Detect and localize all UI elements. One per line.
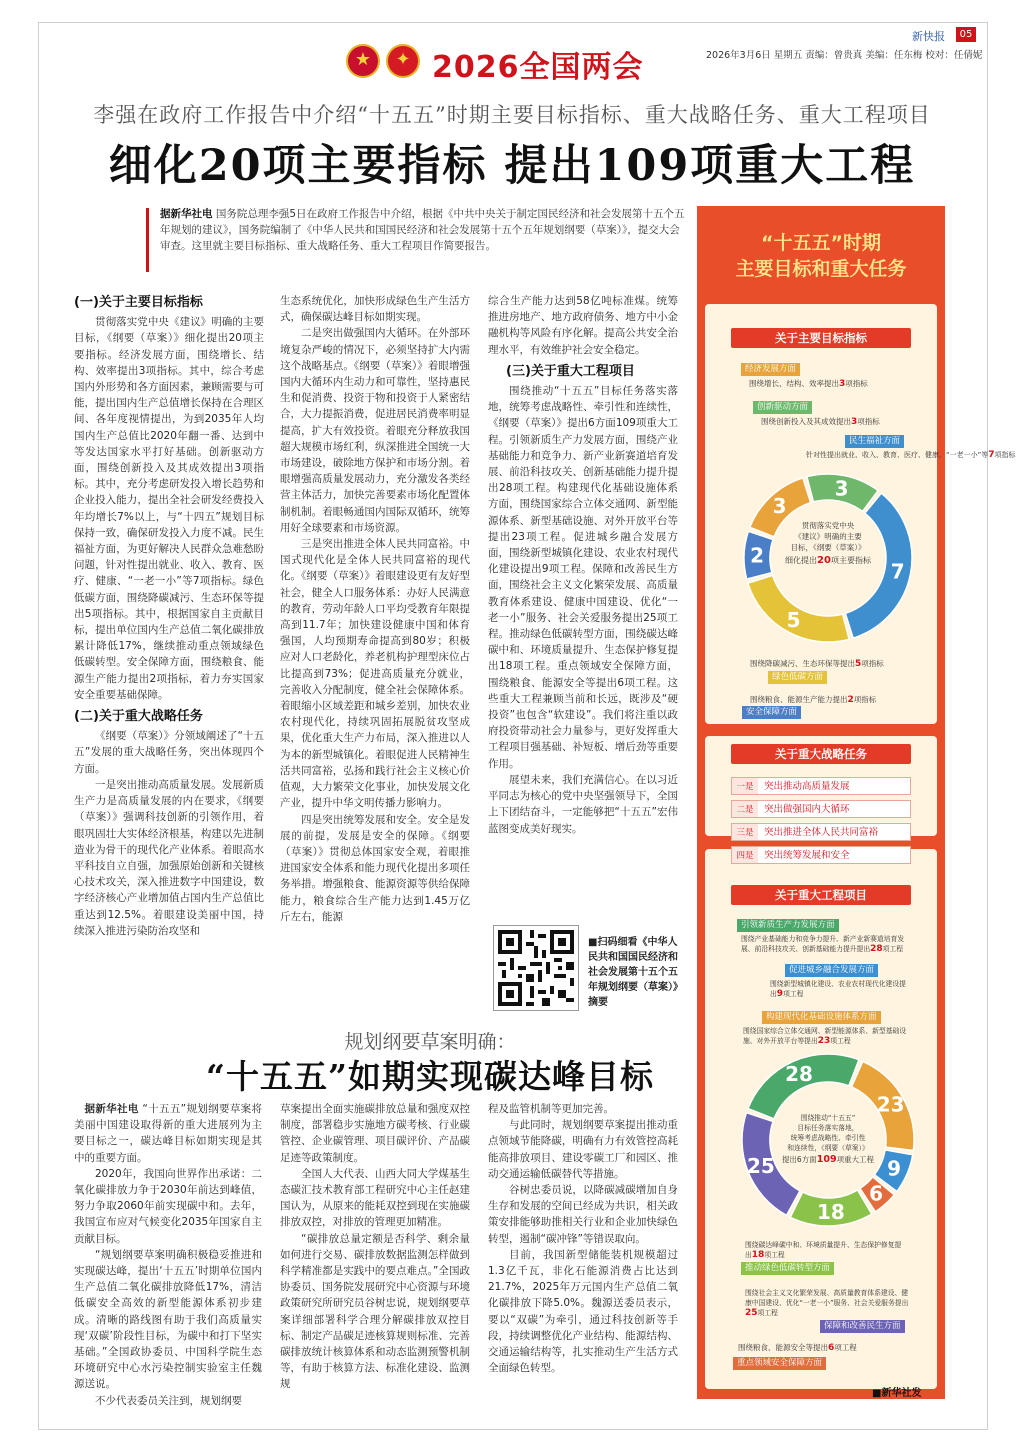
task-label: 突出推动高质量发展 [764, 781, 850, 792]
indicator-group-count: 3 [839, 379, 846, 389]
paragraph: 三是突出推进全体人民共同富裕。中国式现代化是全体人民共同富裕的现代化。《纲要（草案）》着眼建设更有友好型社会，健全人口服务体系：办好人民满意的教育，劳动年龄人口平均受教育年限提高到11.7年；加快建设健康中国和体育强国，人均预期寿命提高到80岁；积极应对人口老龄化，养老机构护理型床位占比提高到73%；促进高质量充分就业，完善收入分配制度，健全社会保障体系。着眼缩小区域差距和城乡差别，加快农业农村现代化，持续巩固拓展脱贫攻坚成果，优化重大生产力布局，深入推进以人为本的新型城镇化。着眼促进人民精神生活共同富裕，弘扬和践行社会主义核心价值观，大力繁荣文化事业，加快发展文化产业，提升中华文明传播力影响力。 [280, 538, 470, 810]
donut-center-text: 《建议》明确的主要 [794, 532, 862, 541]
project-group-text [743, 1026, 911, 1046]
project-group-desc: 围绕碳达峰碳中和、环境质量提升、生态保护修复提出 [745, 1241, 902, 1259]
section3-title: (三)关于重大工程项目 [506, 363, 635, 379]
donut-center-text: 目标任务落实落地， [797, 1124, 859, 1132]
indicator-group-tag: 创新驱动方面 [753, 401, 812, 414]
donut-segment-label: 2 [750, 543, 765, 568]
donut-segment-label: 3 [834, 476, 849, 501]
paragraph: 草案提出全面实施碳排放总量和强度双控制度，部署稳步实施地方碳考核、行业碳管控、企业碳管理、项目碳评价、产品碳足迹等政策制度。 [280, 1103, 470, 1164]
lead-text: 国务院总理李强5日在政府工作报告中介绍，根据《中共中央关于制定国民经济和社会发展第十五个五年规划的建议》，国务院编制了《中华人民共和国国民经济和社会发展第十五个五年规划纲要（草案）》，提交大会审查。这里就主要目标指标、重大战略任务、重大工程项目作简要报告。 [160, 208, 685, 252]
task-item [731, 846, 911, 864]
page-number: 05 [956, 27, 976, 42]
article2-column-2 [280, 1101, 470, 1393]
project-group-tag: 保障和改善民生方面 [820, 1320, 905, 1333]
paragraph: 《纲要（草案）》分领域阐述了“十五五”发展的重大战略任务，突出体现四个方面。 [74, 730, 264, 775]
lead-source: 据新华社电 [160, 208, 213, 220]
indicator-group-text [750, 694, 876, 706]
indicator-group-count: 3 [851, 417, 858, 427]
indicator-group-suffix: 项指标 [845, 379, 868, 388]
paragraph: 四是突出统筹发展和安全。安全是发展的前提，发展是安全的保障。《纲要（草案）》贯彻总体国家安全观，着眼推进国家安全体系和能力现代化提出多项任务举措。增强粮食、能源资源等供给保障能力，粮食综合生产能力达到1.45万亿斤左右，能源 [280, 813, 470, 923]
project-group-count: 23 [817, 1036, 831, 1046]
paragraph: “规划纲要草案明确积极稳妥推进和实现碳达峰，提出‘十五五’时期单位国内生产总值二氧化碳排放降低17%，清洁低碳安全高效的新型能源体系初步建成。清晰的路线图有助于我们高质量实现‘双碳’阶段性目标，为碳中和打下坚实基础。”全国政协委员、中国科学院生态环境研究中心水污染控制实验室主任魏源送说。 [74, 1248, 262, 1391]
indicator-group-desc: 针对性提出就业、收入、教育、医疗、健康、“一老一小”等 [806, 451, 989, 459]
donut-center-text [782, 1154, 875, 1165]
donut-center-text: 贯彻落实党中央 [801, 521, 855, 530]
qr-code-icon [494, 926, 578, 1010]
paragraph: 程及监管机制等更加完善。 [488, 1103, 614, 1115]
project-group-suffix: 项工程 [764, 1251, 785, 1259]
donut-center-text: 目标，《纲要（草案）》 [790, 543, 866, 552]
indicator-group-suffix: 项指标 [994, 451, 1016, 459]
indicator-group-count: 7 [988, 450, 995, 460]
project-group-text [745, 1240, 905, 1260]
indicator-group-desc: 围绕增长、结构、效率提出 [749, 379, 839, 388]
article2-source: 据新华社电 [84, 1103, 139, 1115]
donut-segment-label: 9 [887, 1156, 902, 1181]
paragraph: 2020年，我国向世界作出承诺：二氧化碳排放力争于2030年前达到峰值，努力争取2060年前实现碳中和。去年，我国宣布应对气候变化2035年国家自主贡献目标。 [74, 1167, 262, 1245]
donut-segment-label: 7 [890, 559, 905, 584]
project-group-tag: 引领新质生产力发展方面 [737, 919, 839, 932]
project-group-count: 25 [745, 1308, 758, 1318]
issue-meta: 2026年3月6日 星期五 责编：曾贵真 美编：任东梅 校对：任倩妮 [706, 50, 983, 61]
project-group-text [745, 1288, 910, 1318]
project-group-desc: 围绕社会主义文化繁荣发展、高质量教育体系建设、健康中国建设、优化“一老一小”服务、社会关爱服务提出 [745, 1289, 909, 1307]
article1-column-3 [488, 293, 678, 837]
donut-segment-label: 6 [869, 1181, 884, 1206]
infographic-title-line2: 主要目标和重大任务 [735, 258, 907, 280]
paragraph: 展望未来，我们充满信心。在以习近平同志为核心的党中央坚强领导下，全国上下团结奋斗，一定能够把“十五五”宏伟蓝图变成美好现实。 [488, 773, 678, 835]
article1-headline: 细化20项主要指标 提出109项重大工程 [108, 141, 916, 191]
project-group-suffix: 项工程 [783, 990, 804, 998]
project-group-count: 18 [751, 1250, 765, 1260]
paper-name: 新快报 [912, 30, 945, 43]
project-group-suffix: 项工程 [757, 1309, 778, 1317]
article2-kicker: 规划纲要草案明确： [344, 1031, 516, 1053]
project-group-tag: 推动绿色低碳转型方面 [741, 1262, 834, 1275]
indicator-group-tag: 经济发展方面 [741, 363, 800, 376]
task-item [731, 800, 911, 818]
section2-title: (二)关于重大战略任务 [74, 709, 203, 725]
task-label: 突出统筹发展和安全 [764, 850, 850, 861]
article1-column-2 [280, 293, 470, 925]
project-group-text [738, 1342, 857, 1354]
project-group-count: 28 [870, 944, 883, 954]
donut-center-text [785, 555, 872, 566]
paragraph: 谷树忠委员说，以降碳减碳增加自身生存和发展的空间已经成为共识，相关政策安排能够助推相关行业和企业加快绿色转型，遏制“碳冲锋”等错误取向。 [488, 1184, 678, 1245]
indicator-group-desc: 围绕粮食、能源生产能力提出 [750, 695, 848, 704]
article2-title: “十五五”如期实现碳达峰目标 [206, 1057, 654, 1096]
paragraph: 一是突出推动高质量发展。发展新质生产力是高质量发展的内在要求，《纲要（草案）》强调科技创新的引领作用，着眼巩固壮大实体经济根基，构建以先进制造业为骨干的现代化产业体系。着眼高水平科技自立自强，加强原始创新和关键核心技术攻关，深入推进数字中国建设，数字经济核心产业增加值占国内生产总值比重达到12.5%。着眼建设美丽中国，持续深入推进污染防治攻坚和 [74, 778, 264, 937]
task-item [731, 823, 911, 841]
indicator-group-tag: 安全保障方面 [742, 706, 801, 719]
indicator-group-text [750, 658, 884, 670]
paragraph: “碳排放总量定额是否科学、剩余量如何进行交易、碳排放数据监测怎样做到科学精准都是实践中的要点难点。”全国政协委员、国务院发展研究中心资源与环境政策研究所研究员谷树忠说，规划纲要草案详细部署科学合理分解碳排放双控目标、制定产品碳足迹核算规则标准、完善碳排放统计核算体系和动态监测预警机制等，有助于核算方法、标准化建设、监测规 [280, 1232, 470, 1391]
project-group-desc: 围绕新型城镇化建设、农业农村现代化建设提出 [770, 980, 906, 998]
infographic-credit: ■新华社发 [872, 1388, 922, 1399]
indicator-group-suffix: 项指标 [861, 659, 884, 668]
paragraph [74, 1101, 262, 1166]
paragraph: 目前，我国新型储能装机规模超过1.3亿千瓦，非化石能源消费占比达到21.7%，2025年万元国内生产总值二氧化碳排放下降5.0%。魏源送委员表示，要以“双碳”为牵引，通过科技创新等手段，持续调整优化产业结构、能源结构、交通运输结构等，扎实推动生产生活方式全面绿色转型。 [488, 1248, 678, 1375]
project-group-desc: 围绕产业基础能力和竞争力提升、新产业新赛道培育发展、前沿科技攻关、创新基础能力提升提出 [741, 935, 905, 953]
donut-segment-label: 23 [876, 1092, 905, 1117]
projects-donut-chart [738, 1050, 918, 1230]
donut-center-text: 和连续性，《纲要（草案）》 [787, 1144, 869, 1152]
indicator-group-count: 2 [847, 695, 854, 705]
event-title: 2026全国两会 [432, 50, 644, 85]
indicator-group-text [749, 378, 868, 390]
indicator-group-suffix: 项指标 [853, 695, 877, 704]
project-group-suffix: 项工程 [830, 1037, 851, 1045]
project-group-tag: 构建现代化基础设施体系方面 [762, 1011, 881, 1024]
donut-center-text: 统筹考虑战略性、牵引性 [790, 1134, 866, 1142]
donut-segment-label: 18 [816, 1199, 845, 1224]
task-num: 三是 [732, 824, 758, 840]
indicator-group-text [761, 416, 880, 428]
paragraph: 二是突出做强国内大循环。在外部环境复杂严峻的情况下，必须坚持扩大内需这个战略基点。《纲要（草案）》着眼增强国内大循环内生动力和可靠性，坚持惠民生和促消费、投资于物和投资于人紧密结合，大力提振消费，促进居民消费率明显提高，扩大有效投资。着眼充分释放我国超大规模市场红利，纵深推进全国统一大市场建设，破除地方保护和市场分割。着眼增强高质量发展动力，充分激发各类经营主体活力，加快完善要素市场化配置体制机制。着眼畅通国内国际双循环，统筹用好全球要素和市场资源。 [280, 327, 470, 534]
lead-accent-bar [146, 208, 149, 272]
paragraph: 综合生产能力达到58亿吨标准煤。统筹推进房地产、地方政府债务、地方中小金融机构等风险有序化解。提高公共安全治理水平，有效维护社会安全稳定。 [488, 295, 678, 356]
donut-center-suffix: 项主要指标 [830, 556, 871, 565]
paragraph: 不少代表委员关注到，规划纲要 [95, 1394, 242, 1407]
task-label: 突出做强国内大循环 [764, 804, 850, 815]
article1-lead [160, 207, 685, 254]
project-group-desc: 围绕国家综合立体交通网、新型能源体系、新型基础设施、对外开放平台等提出 [743, 1027, 907, 1045]
project-group-tag: 重点领域安全保障方面 [733, 1357, 826, 1370]
section1-title: (一)关于主要目标指标 [74, 295, 203, 310]
project-group-suffix: 项工程 [834, 1343, 857, 1352]
donut-center-suffix: 项重大工程 [836, 1155, 875, 1164]
indicator-group-count: 5 [855, 659, 862, 669]
donut-center-total: 20 [817, 555, 831, 566]
donut-center-text: 围绕推动“十五五” [800, 1114, 856, 1122]
indicators-header: 关于主要目标指标 [731, 328, 911, 348]
project-group-desc: 围绕粮食、能源安全等提出 [738, 1343, 828, 1352]
donut-segment-label: 25 [746, 1154, 775, 1179]
qr-caption: ■扫码细看《中华人民共和国国民经济和社会发展第十五个五年规划纲要（草案）》摘要 [588, 937, 678, 1008]
indicator-group-text [806, 450, 1016, 460]
national-emblem-icon: ★ [346, 44, 380, 78]
donut-center-prefix: 提出6方面 [781, 1155, 817, 1164]
indicator-group-tag: 民生福祉方面 [845, 435, 904, 448]
task-label: 突出推进全体人民共同富裕 [764, 827, 879, 838]
qr-code[interactable] [493, 925, 579, 1011]
paragraph: 贯彻落实党中央《建议》明确的主要目标，《纲要（草案）》细化提出20项主要指标。经济发展方面，围绕增长、结构、效率提出3项指标。其中，综合考虑国内外形势和各方面因素，兼顾需要与可能，提出国内生产总值增长保持在合理区间、各年度视情提出，为到2035年人均国内生产总值比2020年翻一番、达到中等发达国家水平打好基础。创新驱动方面，围绕创新投入及其成效提出3项指标。其中，充分考虑研发投入增长趋势和企业投入能力，提出全社会研发经费投入年均增长7%以上，与“十四五”规划目标保持一致，确保研发投入力度不减。民生福祉方面，为更好解决人民群众急难愁盼问题，针对性提出就业、收入、教育、医疗、健康、“一老一小”等7项指标。绿色低碳方面，围绕降碳减污、生态环保等提出5项指标。其中，根据国家自主贡献目标，提出单位国内生产总值二氧化碳排放累计降低17%，继续推动重点领域绿色低碳转型。安全保障方面，围绕粮食、能源生产能力提出2项指标，着力夯实国家安全重要基础保障。 [74, 316, 264, 701]
project-group-text [770, 979, 910, 999]
project-group-text [741, 934, 911, 954]
indicator-group-suffix: 项指标 [857, 417, 880, 426]
infographic-title [697, 230, 945, 282]
cppcc-emblem-icon: ✦ [386, 44, 420, 78]
infographic-title-line1: “十五五”时期 [761, 232, 881, 254]
task-num: 二是 [732, 801, 758, 817]
donut-center-total: 109 [816, 1154, 837, 1165]
projects-header: 关于重大工程项目 [731, 885, 911, 905]
task-num: 四是 [732, 847, 758, 863]
paragraph: 与此同时，规划纲要草案提出推动重点领域节能降碳，明确有力有效管控高耗能高排放项目、建设零碳工厂和园区、推动交通运输低碳替代等措施。 [488, 1119, 678, 1180]
masthead [0, 0, 1024, 90]
donut-segment-label: 28 [785, 1062, 813, 1087]
paragraph: 全国人大代表、山西大同大学煤基生态碳汇技术教育部工程研究中心主任赵建国认为，从原来的能耗双控到现在实施碳排放双控，对排放的管理更加精准。 [280, 1167, 470, 1229]
project-group-tag: 促进城乡融合发展方面 [785, 964, 878, 977]
indicator-group-desc: 围绕降碳减污、生态环保等提出 [750, 659, 855, 668]
indicators-donut-chart [740, 470, 916, 646]
donut-segment-label: 3 [772, 494, 787, 519]
paragraph-text: “十五五”规划纲要草案将美丽中国建设取得新的重大进展列为主要目标之一，碳达峰目标如期实现是其中的重要方面。 [74, 1103, 263, 1164]
project-group-suffix: 项工程 [882, 945, 904, 953]
task-num: 一是 [732, 778, 758, 794]
article2-column-1 [74, 1101, 262, 1409]
project-group-count: 6 [828, 1343, 835, 1353]
indicator-group-tag: 绿色低碳方面 [768, 671, 827, 684]
indicator-group-desc: 围绕创新投入及其成效提出 [761, 417, 851, 426]
project-group-count: 9 [776, 989, 784, 999]
paragraph: 生态系统优化，加快形成绿色生产生活方式，确保碳达峰目标如期实现。 [280, 295, 470, 324]
paragraph: 围绕推动“十五五”目标任务落实落地，统筹考虑战略性、牵引性和连续性，《纲要（草案）》提出6方面109项重大工程。引领新质生产力发展方面，围绕产业基础能力和竞争力、新产业新赛道培育发展、前沿科技攻关、创新基础能力提升提出28项工程。构建现代化基础设施体系方面，围绕国家综合立体交通网、新型能源体系、新型基础设施、对外开放平台等提出23项工程。促进城乡融合发展方面，围绕新型城镇化建设、农业农村现代化建设提出9项工程。保障和改善民生方面，围绕社会主义文化繁荣发展、高质量教育体系建设、健康中国建设、优化“一老一小”服务、社会关爱服务提出25项工程。推动绿色低碳转型方面，围绕碳达峰碳中和、环境质量提升、生态保护修复提出18项工程。重点领域安全保障方面，围绕粮食、能源安全等提出6项工程。这些重大工程兼顾当前和长远，既涉及“硬投资”也包含“软建设”。我们将注重以政府投资带动社会力量参与，更好发挥重大工程项目强基础、补短板、增后劲等重要作用。 [488, 385, 678, 770]
article1-subhead: 李强在政府工作报告中介绍“十五五”时期主要目标指标、重大战略任务、重大工程项目 [93, 103, 931, 127]
task-item [731, 777, 911, 795]
article2-column-3 [488, 1101, 678, 1376]
donut-segment-label: 5 [786, 608, 801, 633]
tasks-header: 关于重大战略任务 [731, 744, 911, 764]
donut-center-prefix: 细化提出 [785, 556, 818, 565]
article1-column-1 [74, 293, 264, 939]
